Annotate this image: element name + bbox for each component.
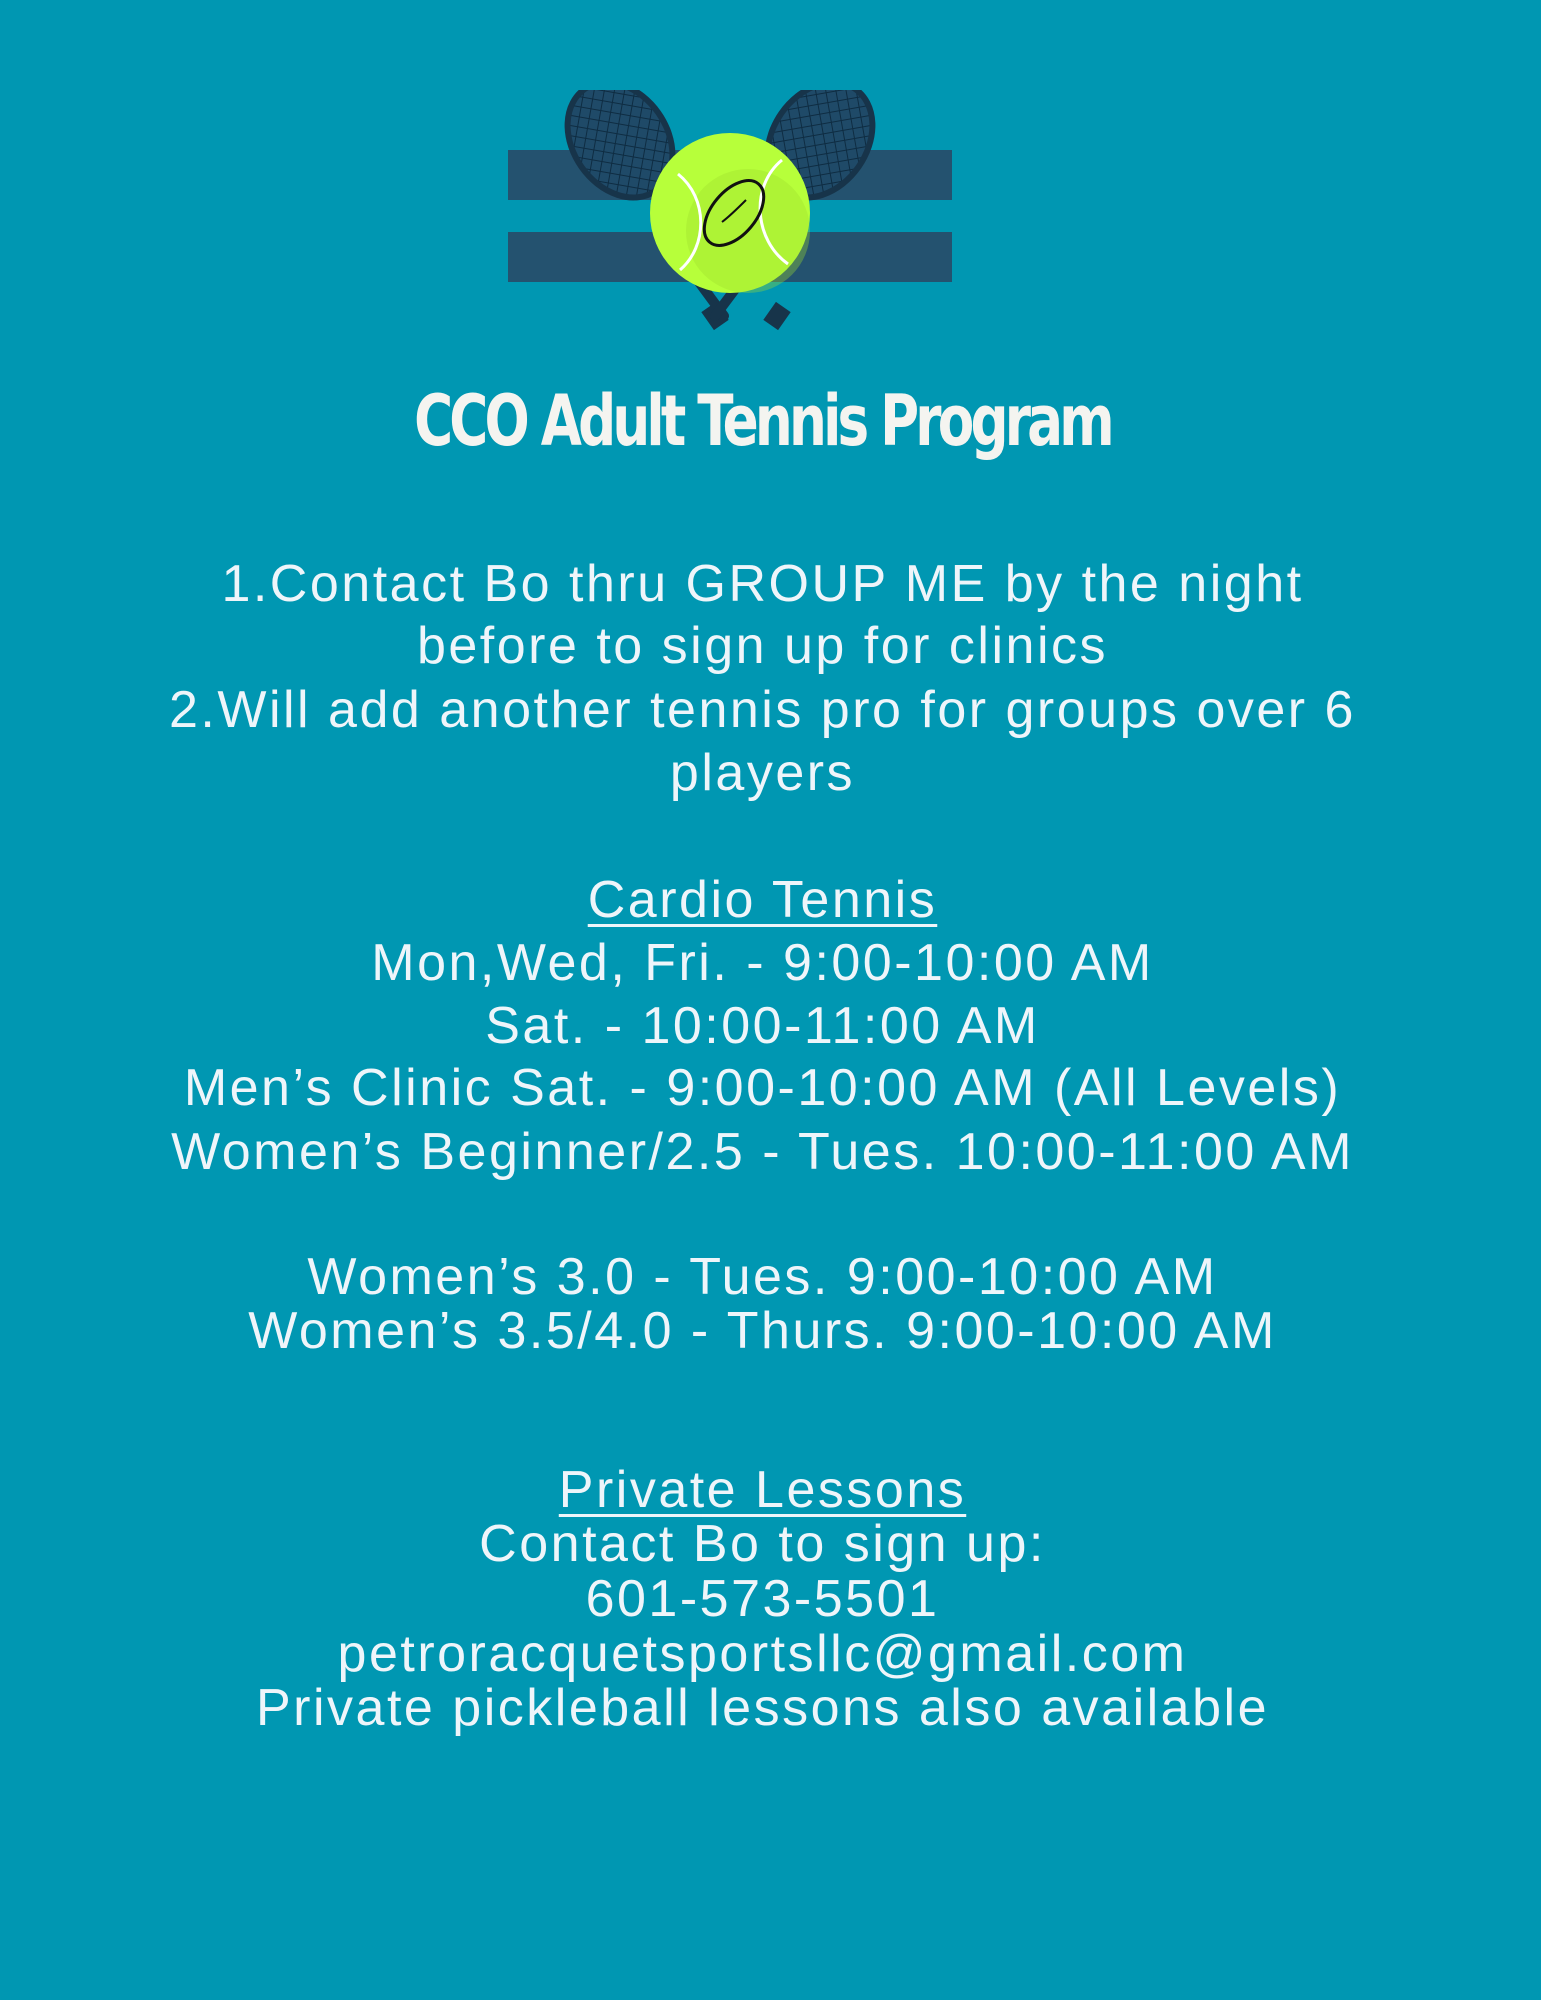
cardio-line-2: Sat. - 10:00-11:00 AM (485, 997, 1040, 1055)
rule-line-2a: 2.Will add another tennis pro for groups over 6 (169, 681, 1356, 739)
womens-line-2: Women’s 3.5/4.0 - Thurs. 9:00-10:00 AM (248, 1302, 1277, 1360)
rule-line-1a: 1.Contact Bo thru GROUP ME by the night (221, 555, 1304, 613)
cardio-heading: Cardio Tennis (587, 871, 938, 929)
tennis-ball-icon (650, 133, 810, 293)
private-heading: Private Lessons (558, 1461, 967, 1519)
cardio-line-3: Men’s Clinic Sat. - 9:00-10:00 AM (All Levels) (183, 1059, 1342, 1117)
rule-line-1b: before to sign up for clinics (416, 617, 1109, 675)
program-title: CCO Adult Tennis Program (414, 380, 1111, 462)
phone-number: 601-573-5501 (585, 1570, 940, 1628)
tennis-logo-graphic (508, 90, 968, 350)
cardio-line-4: Women’s Beginner/2.5 - Tues. 10:00-11:00 AM (171, 1123, 1354, 1181)
cardio-line-1: Mon,Wed, Fri. - 9:00-10:00 AM (371, 934, 1154, 992)
rule-line-2b: players (669, 744, 856, 802)
womens-line-1: Women’s 3.0 - Tues. 9:00-10:00 AM (307, 1248, 1218, 1306)
private-line-4: Private pickleball lessons also available (256, 1679, 1269, 1737)
private-line-1: Contact Bo to sign up: (479, 1515, 1046, 1573)
tennis-logo (0, 90, 1545, 350)
email-address: petroracquetsportsllc@gmail.com (337, 1625, 1188, 1683)
